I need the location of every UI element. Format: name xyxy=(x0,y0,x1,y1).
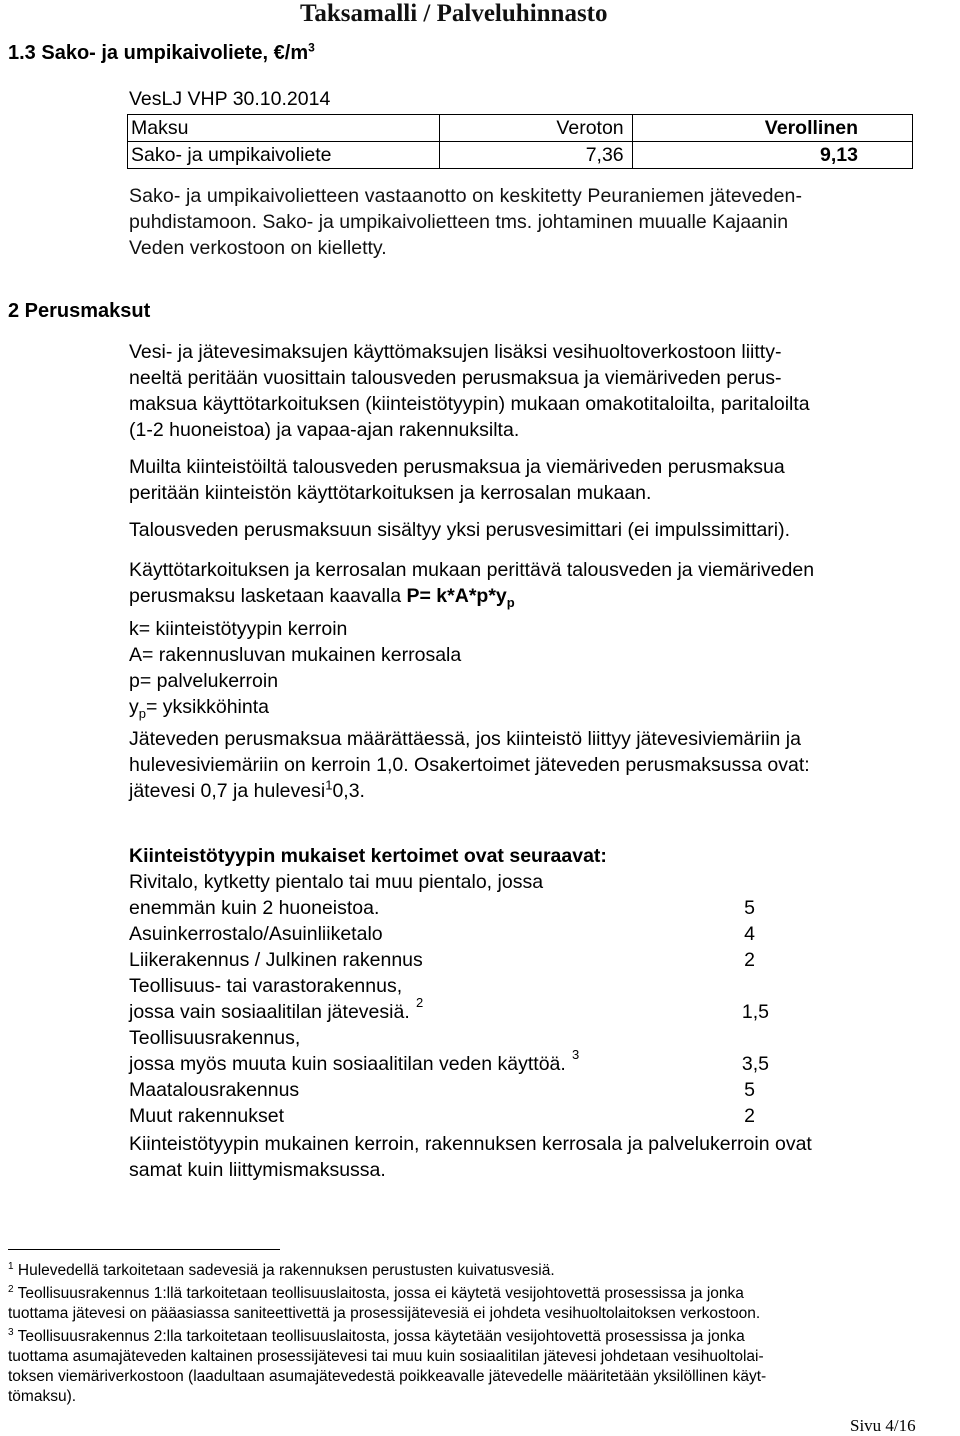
footnote-ref: 1 xyxy=(325,777,333,793)
paragraph-line: Jäteveden perusmaksua määrättäessä, jos kiinteistö liittyy jätevesiviemäriin ja xyxy=(129,728,801,750)
factor-value: 4 xyxy=(744,923,755,945)
sludge-note-line: Veden verkostoon on kielletty. xyxy=(129,237,387,259)
footnote xyxy=(8,1327,948,1407)
def-yp-base: y xyxy=(129,695,139,718)
footnote-line xyxy=(8,1327,948,1347)
definition-line: k= kiinteistötyypin kerroin xyxy=(129,617,348,640)
section-title-text: 1.3 Sako- ja umpikaivoliete, €/m xyxy=(8,42,309,64)
basic-fees-paragraph-1 xyxy=(129,339,911,443)
factor-value: 5 xyxy=(744,897,755,919)
paragraph-line: samat kuin liittymismaksussa. xyxy=(129,1159,386,1181)
paragraph-line: neeltä peritään vuosittain talousveden perusmaksua ja viemäriveden perus- xyxy=(129,367,782,389)
paragraph-line: hulevesiviemäriin on kerroin 1,0. Osakertoimet jäteveden perusmaksussa ovat: xyxy=(129,754,810,776)
footnote-line xyxy=(8,1367,948,1387)
document-header-title: Taksamalli / Palveluhinnasto xyxy=(300,0,608,27)
footnote-text: tömaksu). xyxy=(8,1388,77,1405)
formula-block xyxy=(129,557,911,727)
paragraph-line: maksua käyttötarkoituksen (kiinteistötyypin) mukaan omakotitaloilta, paritaloilta xyxy=(129,393,810,415)
definition-yp xyxy=(129,694,911,727)
sludge-note-line: puhdistamoon. Sako- ja umpikaivolietteen tms. johtaminen muualle Kajaanin xyxy=(129,211,789,233)
factor-label: Asuinkerrostalo/Asuinliiketalo xyxy=(129,923,383,945)
factors-heading: Kiinteistötyypin mukaiset kertoimet ovat seuraavat: xyxy=(129,845,607,867)
list-item xyxy=(129,1025,769,1051)
paragraph-line: peritään kiinteistön käyttötarkoituksen ja kerrosalan mukaan. xyxy=(129,482,652,504)
formula-intro-text: perusmaksu lasketaan kaavalla xyxy=(129,585,407,607)
list-item xyxy=(129,1077,769,1103)
footnote-text: tuottama asumajäteveden kaltainen prosessijätevesi tai muu kuin sosiaalitilan jätevesi johdetaan vesihuoltolai- xyxy=(8,1348,764,1365)
wastewater-last-end: 0,3. xyxy=(332,780,365,802)
fee-table-header: Verollinen xyxy=(632,115,912,142)
footnote-line xyxy=(8,1284,948,1304)
list-item xyxy=(129,1103,769,1129)
sludge-note xyxy=(129,183,911,261)
footnote-text: Hulevedellä tarkoitetaan sadevesiä ja rakennuksen perustusten kuivatusvesiä. xyxy=(17,1262,555,1279)
basic-fees-paragraph-3: Talousveden perusmaksuun sisältyy yksi perusvesimittari (ei impulssimittari). xyxy=(129,519,791,541)
footnote-mark: 3 xyxy=(8,1326,14,1338)
paragraph-line: Kiinteistötyypin mukainen kerroin, rakennuksen kerrosala ja palvelukerroin ovat xyxy=(129,1133,812,1155)
footnote-mark: 2 xyxy=(8,1283,14,1295)
footnote xyxy=(8,1284,948,1324)
factor-value: 2 xyxy=(744,1105,755,1127)
footnote-line xyxy=(8,1261,948,1281)
wastewater-last-text: jätevesi 0,7 ja hulevesi xyxy=(129,780,326,802)
fee-table-cell: 7,36 xyxy=(440,142,633,169)
list-item xyxy=(129,973,769,999)
factor-label: jossa myös muuta kuin sosiaalitilan veden käyttöä. xyxy=(129,1053,566,1075)
factor-label: Teollisuus- tai varastorakennus, xyxy=(129,975,403,997)
definition-line: p= palvelukerroin xyxy=(129,669,279,692)
tariff-code: VesLJ VHP 30.10.2014 xyxy=(129,88,331,110)
factor-label: Liikerakennus / Julkinen rakennus xyxy=(129,949,423,971)
formula-sub: p xyxy=(506,594,515,610)
list-item xyxy=(129,947,769,973)
fee-table xyxy=(127,114,913,169)
footnote-line xyxy=(8,1387,948,1407)
fee-table-cell: Sako- ja umpikaivoliete xyxy=(128,142,440,169)
footnote-text: toksen viemäriverkostoon (laadultaan asumajätevedestä poikkeavalle jätevedelle määritetään yksilöllinen käyt- xyxy=(8,1368,767,1385)
footnote-mark: 1 xyxy=(8,1260,14,1272)
list-item xyxy=(129,895,769,921)
footnote-text: Teollisuusrakennus 2:lla tarkoitetaan teollisuuslaitosta, jossa käytetään vesijohtovettä prosessissa ja jonka xyxy=(17,1328,745,1345)
factor-label: Teollisuusrakennus, xyxy=(129,1027,301,1049)
page-number: Sivu 4/16 xyxy=(850,1416,916,1435)
basic-fees-paragraph-2 xyxy=(129,454,911,506)
section-title-sup: 3 xyxy=(308,40,315,55)
formula-main: P= k*A*p*y xyxy=(406,585,507,607)
table-row xyxy=(128,142,913,169)
def-yp-sub: p xyxy=(138,705,146,721)
footnote-text: Teollisuusrakennus 1:llä tarkoitetaan teollisuuslaitosta, jossa ei käytetä vesijohtovettä prosessissa ja jonka xyxy=(17,1285,744,1302)
paragraph-line-last xyxy=(129,778,911,804)
list-item xyxy=(129,869,769,895)
footnote-divider xyxy=(8,1249,280,1250)
factor-value: 3,5 xyxy=(741,1053,769,1075)
formula-intro-line2 xyxy=(129,583,911,616)
factor-label: enemmän kuin 2 huoneistoa. xyxy=(129,897,380,919)
footnote-line xyxy=(8,1304,948,1324)
factor-label: Maatalousrakennus xyxy=(129,1079,300,1101)
definition-line: A= rakennusluvan mukainen kerrosala xyxy=(129,643,462,666)
sludge-note-line: Sako- ja umpikaivolietteen vastaanotto on keskitetty Peuraniemen jäteveden- xyxy=(129,185,803,207)
footnote-text: tuottama jätevesi on pääasiassa saniteettivettä ja prosessijätevesiä ei johdeta vesihuoltolaitoksen verkostoon. xyxy=(8,1305,761,1322)
factor-value: 5 xyxy=(744,1079,755,1101)
fee-table-header: Veroton xyxy=(440,115,633,142)
fee-table-header-row xyxy=(128,115,913,142)
list-item: jossa myös muuta kuin sosiaalitilan veden käyttöä. 3 3,5 xyxy=(129,1047,769,1075)
list-item xyxy=(129,921,769,947)
paragraph-line: (1-2 huoneistoa) ja vapaa-ajan rakennuksilta. xyxy=(129,419,520,441)
footnote xyxy=(8,1261,948,1281)
paragraph-line: Vesi- ja jätevesimaksujen käyttömaksujen lisäksi vesihuoltoverkostoon liitty- xyxy=(129,341,782,363)
factor-value: 2 xyxy=(744,949,755,971)
fee-table-cell: 9,13 xyxy=(632,142,912,169)
fee-table-header: Maksu xyxy=(128,115,440,142)
def-yp-rest: = yksikköhinta xyxy=(145,695,270,718)
factor-label: Muut rakennukset xyxy=(129,1105,285,1127)
factor-label: Rivitalo, kytketty pientalo tai muu pientalo, jossa xyxy=(129,871,544,893)
list-item: jossa vain sosiaalitilan jätevesiä. 2 1,5 xyxy=(129,995,769,1023)
footnote-line xyxy=(8,1347,948,1367)
wastewater-paragraph xyxy=(129,726,911,804)
factor-value: 1,5 xyxy=(741,1001,769,1023)
factors-closing xyxy=(129,1131,911,1183)
section-title xyxy=(8,42,315,65)
formula-intro-line: Käyttötarkoituksen ja kerrosalan mukaan perittävä talousveden ja viemäriveden xyxy=(129,559,815,581)
paragraph-line: Muilta kiinteistöiltä talousveden perusmaksua ja viemäriveden perusmaksua xyxy=(129,456,785,478)
basic-fees-title: 2 Perusmaksut xyxy=(8,300,151,322)
factor-label: jossa vain sosiaalitilan jätevesiä. xyxy=(129,1001,410,1023)
